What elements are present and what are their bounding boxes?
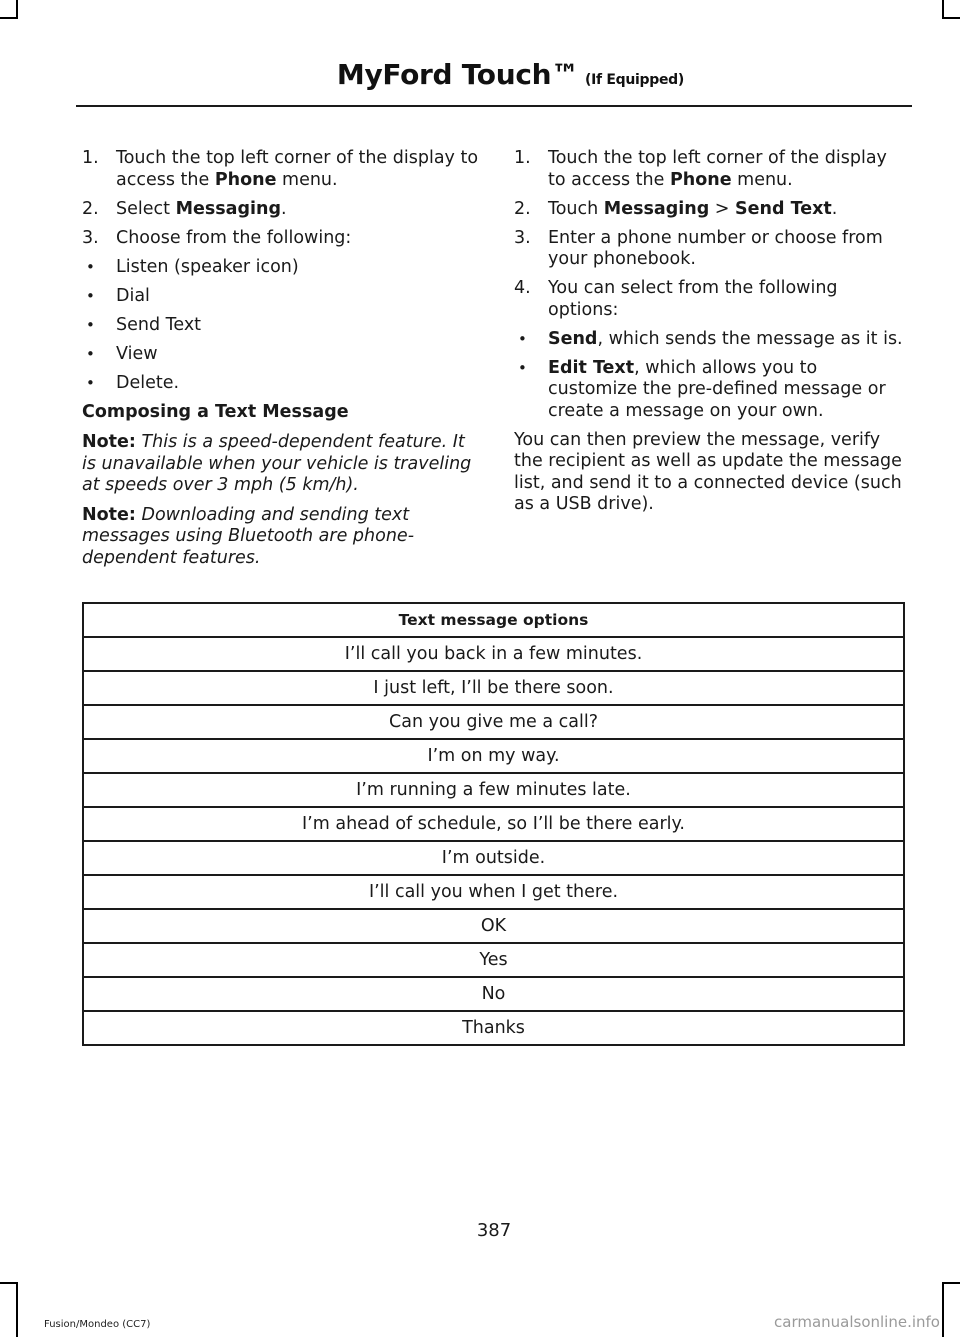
step-text-pre: Select [116,198,176,219]
header-title-text: MyFord Touch™ [336,58,580,91]
note-text: This is a speed-dependent feature. It is unavailable when your vehicle is traveling at speeds over 3 mph (5 km/h). [82,432,472,495]
note-text: Downloading and sending text messages using Bluetooth are phone-dependent features. [82,504,415,568]
bullet-glyph: • [86,344,95,363]
step-number: 1. [514,148,531,168]
table-row [83,909,904,943]
bullet-rest: , which allows you to customize the pre-defined message or create a message on your own. [548,357,886,421]
bullet-glyph: • [86,373,95,392]
table-cell: I’m ahead of schedule, so I’ll be there early. [83,807,904,841]
table-row [83,1011,904,1045]
crop-mark [16,1282,18,1337]
crop-mark [942,1282,960,1284]
text-message-options-table [82,602,905,1046]
step-text-pre: Touch the top left corner of the display to access the [548,148,887,190]
body-paragraph: You can then preview the message, verify the recipient as well as update the message list, and send it to a connected device (such as a USB drive). [514,429,902,514]
step-text-bold: Phone [669,169,732,190]
bullet-item [82,373,480,395]
table-cell: Yes [83,943,904,977]
note-paragraph [82,505,480,570]
step-number: 2. [82,198,99,219]
table-row [83,943,904,977]
step-text-bold: Send Text [735,198,832,219]
footer-model-label: Fusion/Mondeo (CC7) [44,1319,151,1330]
bullet-item [82,257,480,279]
right-column [514,148,910,524]
crop-mark [942,0,944,18]
step-text-bold: Phone [214,169,277,190]
section-heading: Composing a Text Message [82,401,349,422]
left-column [82,148,480,577]
step-item [82,148,480,191]
step-text-separator: > [709,198,736,219]
bullet-text: Delete. [116,372,180,393]
bullet-item [514,329,910,351]
watermark-text: carmanualsonline.info [774,1313,940,1331]
step-number: 2. [514,198,531,219]
step-item [82,199,480,221]
bullet-text: Listen (speaker icon) [116,256,299,277]
bullet-item [82,315,480,337]
step-item [514,228,910,271]
bullet-glyph: • [86,286,95,305]
header-rule [76,105,912,107]
step-item [82,228,480,250]
bullet-bold: Send [548,328,598,349]
step-text [116,148,480,191]
step-text-post: menu. [731,169,793,190]
note-label: Note: [82,504,136,525]
bullet-item [514,358,910,423]
page-number: 387 [476,1220,512,1241]
table-cell: I’m running a few minutes late. [83,773,904,807]
bullet-text [548,329,910,351]
crop-mark [0,17,18,19]
step-text-pre: Touch [548,198,604,219]
bullet-text: Dial [116,285,150,306]
step-text: Choose from the following: [116,227,352,248]
bullet-text: Send Text [116,314,202,335]
step-text [548,148,910,191]
bullet-text [548,358,910,423]
crop-mark [16,0,18,18]
step-text: Enter a phone number or choose from your phonebook. [548,227,883,269]
table-header: Text message options [83,603,904,637]
step-item [514,199,910,221]
table-row [83,977,904,1011]
table-row [83,705,904,739]
table-row [83,671,904,705]
step-text-bold: Messaging [603,198,710,219]
step-number: 3. [514,227,531,248]
note-label: Note: [82,432,136,452]
table-cell: Can you give me a call? [83,705,904,739]
table-row [83,739,904,773]
step-text [548,199,910,221]
bullet-glyph: • [518,358,527,377]
page-header-title [337,58,684,91]
bullet-glyph: • [86,257,95,276]
step-text-pre: Touch the top left corner of the display to access the [116,148,479,190]
table-row [83,875,904,909]
table-row [83,841,904,875]
bullet-glyph: • [86,315,95,334]
table-cell: No [83,977,904,1011]
crop-mark [942,1282,944,1337]
step-text-post: . [831,198,838,219]
step-item [514,278,910,321]
table-row [83,637,904,671]
table-cell: OK [83,909,904,943]
table-cell: I just left, I’ll be there soon. [83,671,904,705]
step-number: 4. [514,278,531,298]
table-cell: I’ll call you back in a few minutes. [83,637,904,671]
table-row [83,773,904,807]
table-cell: I’m on my way. [83,739,904,773]
step-text-post: menu. [276,169,338,190]
step-text: You can select from the following options: [548,278,838,320]
header-subtitle: (If Equipped) [585,72,684,88]
table-header-row [83,603,904,637]
bullet-glyph: • [518,329,527,348]
table-cell: Thanks [83,1011,904,1045]
note-paragraph [82,432,480,497]
bullet-rest: , which sends the message as it is. [597,328,903,349]
step-number: 1. [82,148,99,168]
step-text [116,199,480,221]
bullet-item [82,286,480,308]
crop-mark [0,1282,18,1284]
crop-mark [942,17,960,19]
bullet-text: View [116,343,158,364]
step-number: 3. [82,227,99,248]
table-row [83,807,904,841]
step-text-bold: Messaging [175,198,281,219]
table-cell: I’m outside. [83,841,904,875]
bullet-bold: Edit Text [548,357,635,378]
step-text-post: . [281,198,287,219]
step-item [514,148,910,191]
bullet-item [82,344,480,366]
table-cell: I’ll call you when I get there. [83,875,904,909]
